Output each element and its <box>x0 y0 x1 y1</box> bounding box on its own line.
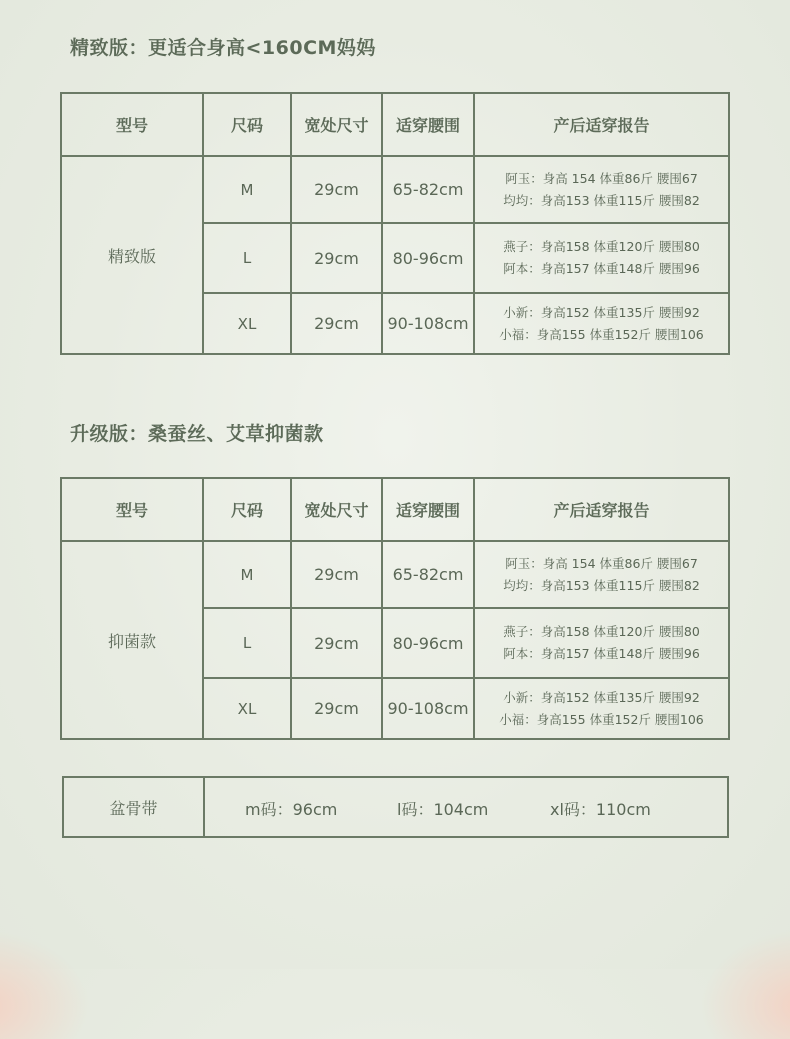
size-cell: L <box>203 223 291 293</box>
model-cell: 抑菌款 <box>61 541 203 739</box>
header-waist: 适穿腰围 <box>382 478 474 541</box>
report-cell <box>474 156 729 223</box>
size-cell: L <box>203 608 291 678</box>
header-model: 型号 <box>61 93 203 156</box>
report-line: 燕子：身高158 体重120斤 腰围80 <box>503 239 700 254</box>
report-line: 小新：身高152 体重135斤 腰围92 <box>503 689 700 705</box>
belt-size-m: m码：96cm <box>245 800 338 819</box>
report-cell <box>474 541 729 608</box>
corner-decoration-right <box>700 929 790 1039</box>
waist-cell: 90-108cm <box>382 293 474 354</box>
size-cell: XL <box>203 293 291 354</box>
report-cell <box>474 223 729 293</box>
table-row <box>61 156 729 223</box>
width-cell: 29cm <box>291 608 382 678</box>
section-title-refined: 精致版：更适合身高<160CM妈妈 <box>70 37 376 59</box>
width-cell: 29cm <box>291 541 382 608</box>
report-line: 阿本：身高157 体重148斤 腰围96 <box>503 261 700 276</box>
size-cell: M <box>203 541 291 608</box>
header-waist: 适穿腰围 <box>382 93 474 156</box>
header-width: 宽处尺寸 <box>291 93 382 156</box>
waist-cell: 80-96cm <box>382 608 474 678</box>
size-table-upgraded <box>60 477 730 740</box>
report-line: 阿本：身高157 体重148斤 腰围96 <box>503 646 700 661</box>
belt-size-xl: xl码：110cm <box>550 800 651 819</box>
report-cell <box>474 608 729 678</box>
size-cell: M <box>203 156 291 223</box>
report-line: 小福：身高155 体重152斤 腰围106 <box>499 711 704 727</box>
waist-cell: 90-108cm <box>382 678 474 739</box>
report-line: 阿玉：身高 154 体重86斤 腰围67 <box>505 170 698 186</box>
table-header-row <box>61 93 729 156</box>
model-cell: 精致版 <box>61 156 203 354</box>
report-line: 阿玉：身高 154 体重86斤 腰围67 <box>505 555 698 571</box>
size-table-refined <box>60 92 730 355</box>
corner-decoration-left <box>0 929 90 1039</box>
header-size: 尺码 <box>203 478 291 541</box>
report-line: 均均：身高153 体重115斤 腰围82 <box>503 577 700 593</box>
header-report: 产后适穿报告 <box>474 93 729 156</box>
report-cell <box>474 678 729 739</box>
table-header-row <box>61 478 729 541</box>
report-cell <box>474 293 729 354</box>
size-cell: XL <box>203 678 291 739</box>
waist-cell: 65-82cm <box>382 156 474 223</box>
width-cell: 29cm <box>291 223 382 293</box>
waist-cell: 65-82cm <box>382 541 474 608</box>
table-row <box>61 541 729 608</box>
section-title-upgraded: 升级版：桑蚕丝、艾草抑菌款 <box>70 423 324 445</box>
width-cell: 29cm <box>291 293 382 354</box>
header-report: 产后适穿报告 <box>474 478 729 541</box>
width-cell: 29cm <box>291 156 382 223</box>
report-line: 小福：身高155 体重152斤 腰围106 <box>499 326 704 342</box>
table-row <box>63 777 728 837</box>
report-line: 燕子：身高158 体重120斤 腰围80 <box>503 624 700 639</box>
belt-label: 盆骨带 <box>63 777 204 837</box>
report-line: 均均：身高153 体重115斤 腰围82 <box>503 192 700 208</box>
belt-size-l: l码：104cm <box>397 800 489 819</box>
report-line: 小新：身高152 体重135斤 腰围92 <box>503 304 700 320</box>
header-width: 宽处尺寸 <box>291 478 382 541</box>
pelvic-belt-table <box>62 776 729 838</box>
waist-cell: 80-96cm <box>382 223 474 293</box>
header-size: 尺码 <box>203 93 291 156</box>
belt-sizes-cell <box>204 777 728 837</box>
header-model: 型号 <box>61 478 203 541</box>
width-cell: 29cm <box>291 678 382 739</box>
